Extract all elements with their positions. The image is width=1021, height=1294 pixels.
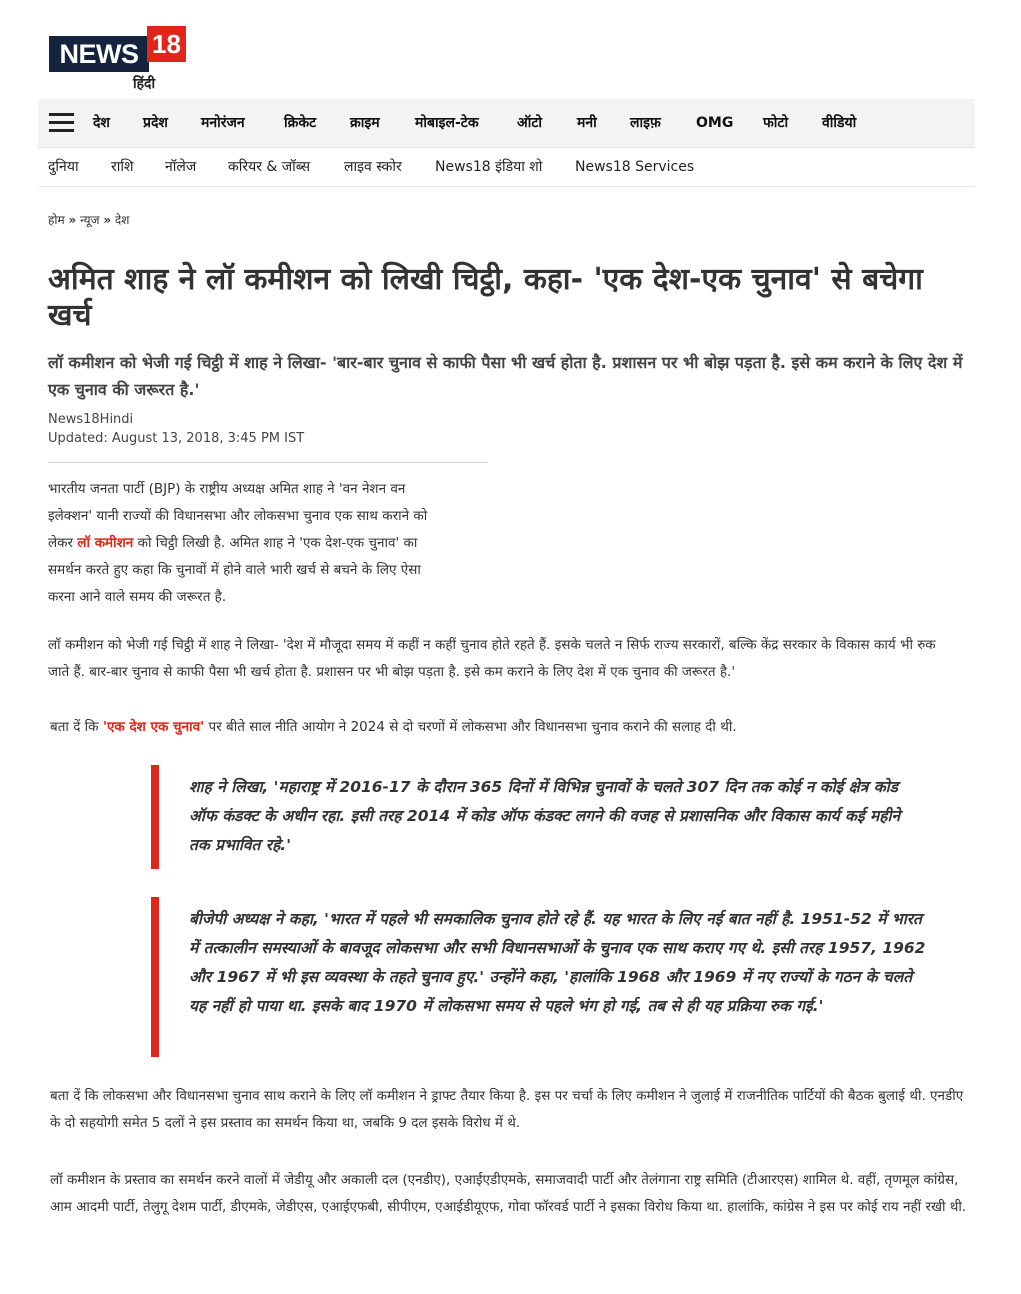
author-name: News18Hindi: [48, 412, 134, 427]
news18-logo[interactable]: [49, 24, 187, 96]
article-paragraph: बता दें कि लोकसभा और विधानसभा चुनाव साथ कराने के लिए लॉ कमीशन ने ड्राफ्ट तैयार किया है. इस पर चर्चा के लिए कमीशन ने जुलाई में राजनीतिक पार्टियों की बैठक बुलाई थी. एनडीए के दो सहयोगी समेत 5 दलों ने इस प्रस्ताव का समर्थन किया था, जबकि 9 दल इसके विरोध में थे.: [50, 1088, 964, 1131]
nav-item-duniya[interactable]: दुनिया: [48, 159, 79, 175]
quote-text: शाह ने लिखा, 'महाराष्ट्र में 2016-17 के दौरान 365 दिनों में विभिन्न चुनावों के चलते 307 दिन तक कोई न कोई क्षेत्र कोड ऑफ कंडक्ट के अधीन रहा. इसी तरह 2014 में कोड ऑफ कंडक्ट लगने की वजह से प्रशासनिक और विकास कार्य कई महीने तक प्रभावित रहे.': [189, 778, 901, 854]
primary-nav: [38, 99, 975, 148]
breadcrumb-separator: »: [68, 213, 77, 227]
nav-item-mobile-tech[interactable]: मोबाइल-टेक: [415, 115, 479, 131]
article-summary: लॉ कमीशन को भेजी गई चिट्ठी में शाह ने लिखा- 'बार-बार चुनाव से काफी पैसा भी खर्च होता है. प्रशासन पर भी बोझ पड़ता है. इसे कम कराने के लिए देश में एक चुनाव की जरूरत है.': [48, 353, 963, 399]
logo-18-badge: 18: [147, 26, 186, 62]
breadcrumb-news[interactable]: न्यूज: [80, 213, 100, 227]
breadcrumb: [48, 211, 129, 228]
nav-item-live-score[interactable]: लाइव स्कोर: [344, 159, 402, 175]
blockquote-1: [151, 765, 926, 869]
nav-item-money[interactable]: मनी: [577, 115, 597, 131]
nav-item-manoranjan[interactable]: मनोरंजन: [201, 115, 245, 131]
nav-item-crime[interactable]: क्राइम: [350, 115, 380, 131]
breadcrumb-section[interactable]: देश: [114, 213, 130, 227]
hamburger-menu-icon[interactable]: [49, 113, 74, 132]
one-nation-one-election-link[interactable]: 'एक देश एक चुनाव': [102, 719, 205, 735]
updated-timestamp: Updated: August 13, 2018, 3:45 PM IST: [48, 431, 305, 446]
article-paragraph: भारतीय जनता पार्टी (BJP) के राष्ट्रीय अध्यक्ष अमित शाह ने 'वन नेशन वन इलेक्शन' यानी राज्यों की विधानसभा और लोकसभा चुनाव एक साथ कराने को लेकर लॉ कमीशन को चिट्ठी लिखी है. अमित शाह ने 'एक देश-एक चुनाव' का समर्थन करते हुए कहा कि चुनावों में होने वाले भारी खर्च से बचने के लिए ऐसा करना आने वाले समय की जरूरत है.: [48, 481, 428, 605]
blockquote-2: [151, 897, 926, 1057]
law-commission-link[interactable]: लॉ कमीशन: [77, 535, 134, 551]
nav-item-india-show[interactable]: News18 इंडिया शो: [435, 159, 543, 175]
breadcrumb-home[interactable]: होम: [48, 213, 65, 227]
nav-item-photo[interactable]: फोटो: [763, 115, 789, 131]
divider: [48, 462, 488, 463]
secondary-nav: [38, 148, 975, 187]
nav-item-auto[interactable]: ऑटो: [517, 115, 543, 131]
article-paragraph: लॉ कमीशन के प्रस्ताव का समर्थन करने वालों में जेडीयू और अकाली दल (एनडीए), एआईएडीएमके, समाजवादी पार्टी और तेलंगाना राष्ट्र समिति (टीआरएस) शामिल थे. वहीं, तृणमूल कांग्रेस, आम आदमी पार्टी, तेलुगू देशम पार्टी, डीएमके, जेडीएस, एआईएफबी, सीपीएम, एआईडीयूएफ, गोवा फॉरवर्ड पार्टी ने इसका विरोध किया था. हालांकि, कांग्रेस ने इस पर कोई राय नहीं रखी थी.: [50, 1172, 967, 1215]
nav-item-services[interactable]: News18 Services: [575, 159, 695, 175]
article-paragraph: बता दें कि 'एक देश एक चुनाव' पर बीते साल नीति आयोग ने 2024 से दो चरणों में लोकसभा और विधानसभा चुनाव कराने की सलाह दी थी.: [50, 719, 737, 735]
nav-item-pradesh[interactable]: प्रदेश: [143, 115, 168, 131]
article-byline: [48, 410, 304, 448]
nav-item-career-jobs[interactable]: करियर & जॉब्स: [228, 159, 311, 175]
nav-item-knowledge[interactable]: नॉलेज: [165, 159, 197, 175]
breadcrumb-separator: »: [103, 213, 112, 227]
quote-text: बीजेपी अध्यक्ष ने कहा, 'भारत में पहले भी समकालिक चुनाव होते रहे हैं. यह भारत के लिए नई बात नहीं है. 1951-52 में भारत में तत्कालीन समस्याओं के बावजूद लोकसभा और सभी विधानसभाओं के चुनाव एक साथ कराए गए थे. इसी तरह 1957, 1962 और 1967 में भी इस व्यवस्था के तहते चुनाव हुए.' उन्होंने कहा, 'हालांकि 1968 और 1969 में नए राज्यों के गठन के चलते यह नहीं हो पाया था. इसके बाद 1970 में लोकसभा समय से पहले भंग हो गई, तब से ही यह प्रक्रिया रुक गई.': [189, 910, 926, 1015]
article-paragraph: लॉ कमीशन को भेजी गई चिट्ठी में शाह ने लिखा- 'देश में मौजूदा समय में कहीं न कहीं चुनाव होते रहते हैं. इसके चलते न सिर्फ राज्य सरकारों, बल्कि केंद्र सरकार के विकास कार्य भी रुक जाते हैं. बार-बार चुनाव से काफी पैसा भी खर्च होता है. प्रशासन पर भी बोझ पड़ता है. इसे कम कराने के लिए देश में एक चुनाव की जरूरत है.': [48, 637, 936, 680]
nav-item-omg[interactable]: OMG: [696, 115, 734, 131]
logo-news-text: NEWS: [49, 36, 149, 72]
nav-item-life[interactable]: लाइफ़: [630, 115, 661, 131]
article-title: अमित शाह ने लॉ कमीशन को लिखी चिट्ठी, कहा- 'एक देश-एक चुनाव' से बचेगा खर्च: [48, 262, 923, 333]
nav-item-desh[interactable]: देश: [93, 115, 110, 131]
nav-item-rashi[interactable]: राशि: [111, 159, 134, 175]
nav-item-cricket[interactable]: क्रिकेट: [284, 115, 317, 131]
nav-item-video[interactable]: वीडियो: [822, 115, 857, 131]
logo-hindi-label: हिंदी: [133, 76, 156, 92]
